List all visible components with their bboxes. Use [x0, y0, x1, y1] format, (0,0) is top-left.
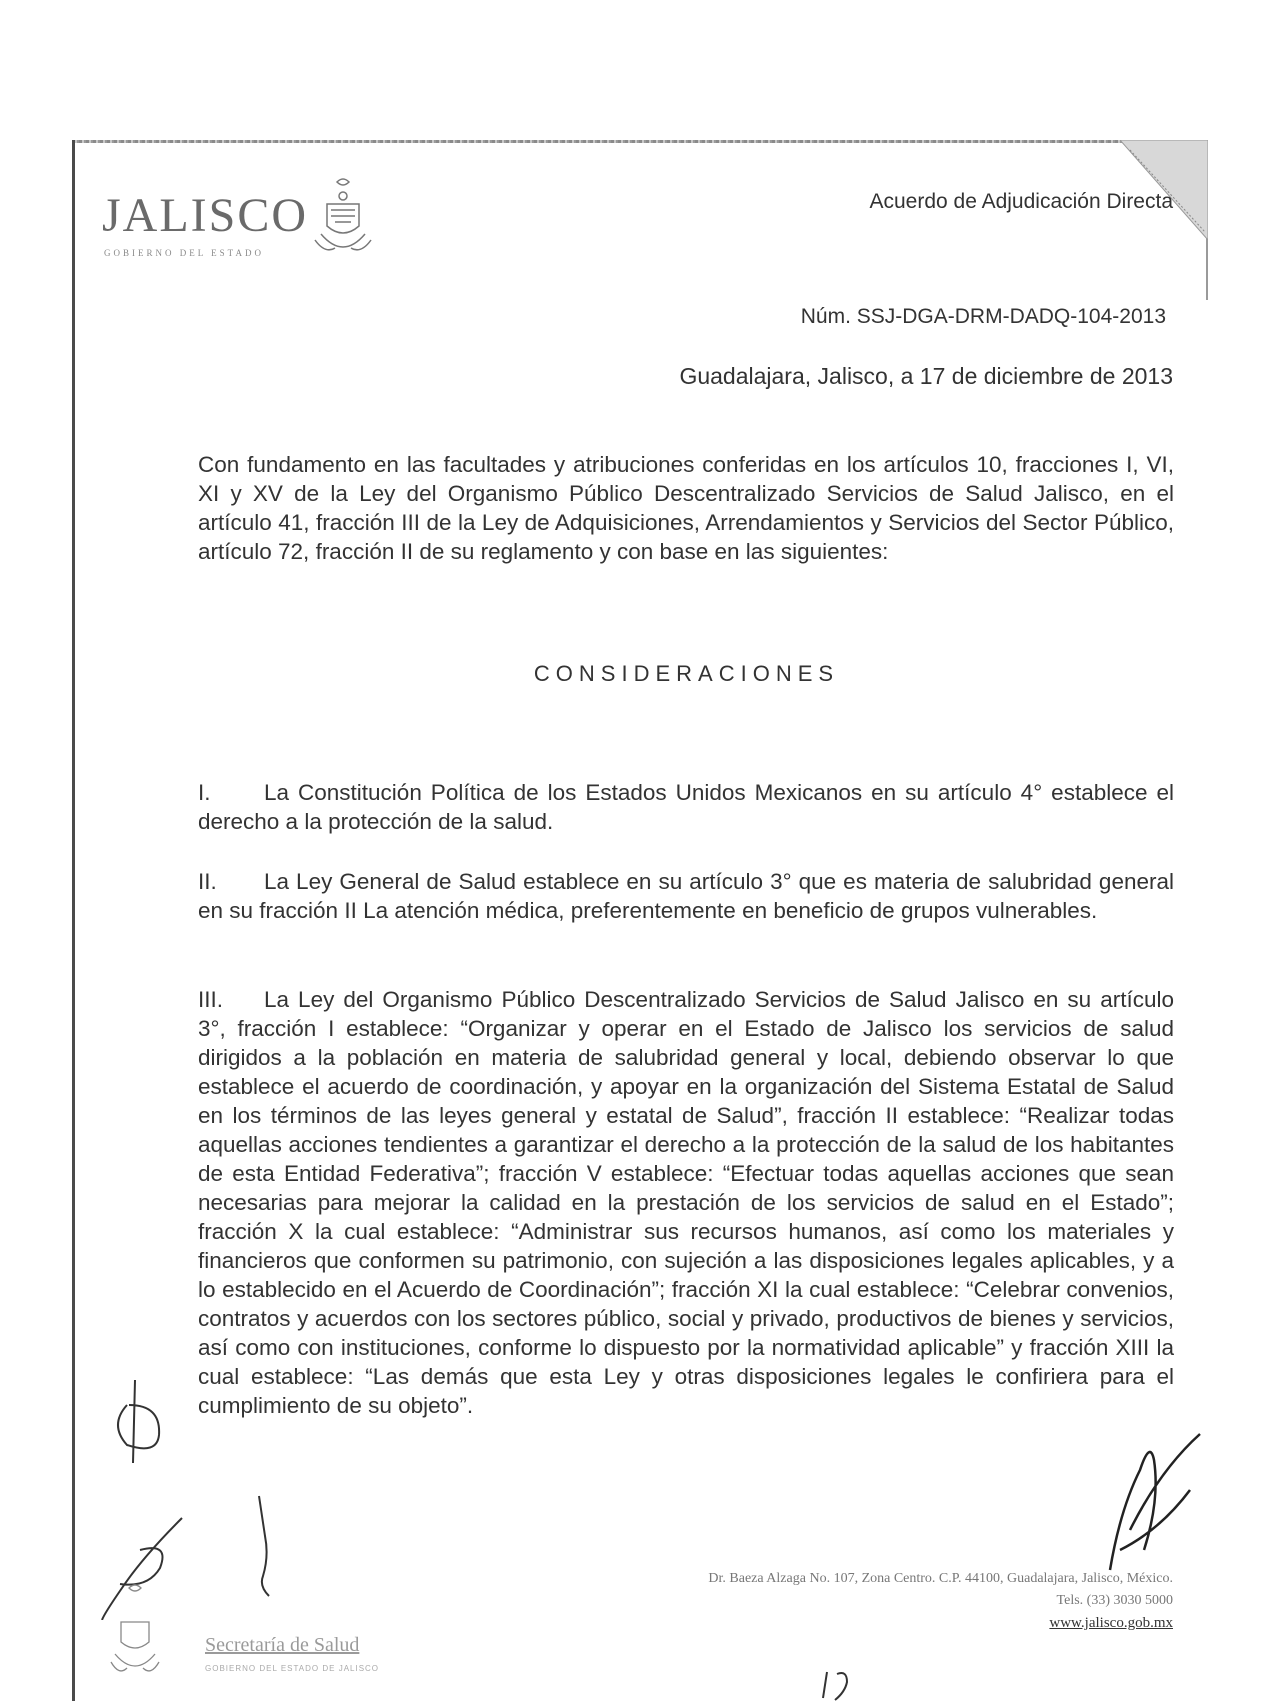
item-number: III. — [198, 987, 224, 1012]
footer-address: Dr. Baeza Alzaga No. 107, Zona Centro. C.P. 44100, Guadalajara, Jalisco, México. — [708, 1571, 1173, 1586]
consideration-item — [198, 778, 1174, 836]
intro-paragraph: Con fundamento en las facultades y atribuciones conferidas en los artículos 10, fracciones I, VI, XI y XV de la Ley del Organismo Público Descentralizado Servicios de Salud Jalisco, en el artículo 41, fracción III de la Ley de Adquisiciones, Arrendamientos y Servicios del Sector Público, artículo 72, fracción II de su reglamento y con base en las siguientes: — [198, 452, 1174, 564]
document-type: Acuerdo de Adjudicación Directa — [869, 190, 1173, 213]
footer-agency-subtitle: GOBIERNO DEL ESTADO DE JALISCO — [205, 1664, 380, 1673]
item-text: La Constitución Política de los Estados Unidos Mexicanos en su artículo 4° establece el derecho a la protección de la salud. — [198, 780, 1174, 834]
logo-wordmark: JALISCO — [102, 189, 309, 242]
footer-crest-icon — [105, 1582, 165, 1692]
jalisco-logo — [102, 176, 402, 272]
item-text: La Ley del Organismo Público Descentralizado Servicios de Salud Jalisco en su artículo 3°, fracción I establece: “Organizar y operar en el Estado de Jalisco los servicios de salud dirigidos a la población en materia de salubridad general y local, debiendo observar lo que establece el acuerdo de coordinación, y apoyar en la organización del Sistema Estatal de Salud en los términos de las leyes general y estatal de Salud”, fracción II establece: “Realizar todas aquellas acciones tendientes a garantizar el derecho a la protección de la salud de los habitantes de esta Entidad Federativa”; fracción V establece: “Efectuar todas aquellas acciones que sean necesarias para mejorar la calidad en la prestación de los servicios de salud en el Estado”; fracción X la cual establece: “Administrar sus recursos humanos, así como los materiales y financieros que conformen su patrimonio, con sujeción a las disposiciones legales aplicables, y a lo establecido en el Acuerdo de Coordinación”; fracción XI la cual establece: “Celebrar convenios, contratos y acuerdos con los sectores público, social y privado, productivos de bienes y servicios, así como con instituciones, conforme lo dispuesto por la normatividad aplicable” y fracción XIII la cual establece: “Las demás que esta Ley y otras disposiciones legales le confiriera para el cumplimiento de su objeto”. — [198, 987, 1174, 1418]
main-signature — [1090, 1430, 1210, 1580]
document-number: Núm. SSJ-DGA-DRM-DADQ-104-2013 — [800, 305, 1166, 328]
footer-website-link[interactable]: www.jalisco.gob.mx — [1049, 1615, 1173, 1631]
page-frame-top — [72, 140, 1202, 143]
logo-subtitle: GOBIERNO DEL ESTADO — [104, 248, 264, 258]
handwritten-page-mark — [815, 1668, 865, 1701]
document-date: Guadalajara, Jalisco, a 17 de diciembre de 2013 — [679, 363, 1173, 389]
item-text: La Ley General de Salud establece en su artículo 3° que es materia de salubridad general en su fracción II La atención médica, preferentemente en beneficio de grupos vulnerables. — [198, 869, 1174, 923]
item-number: II. — [198, 869, 217, 894]
section-heading: CONSIDERACIONES — [533, 661, 840, 686]
footer-agency-name: Secretaría de Salud — [205, 1634, 360, 1656]
page-frame-left — [72, 140, 75, 1701]
footer-address-block — [708, 1568, 1173, 1634]
consideration-item — [198, 867, 1174, 925]
item-number: I. — [198, 780, 211, 805]
margin-initials-signature — [105, 1375, 165, 1470]
secretaria-salud-logo — [105, 1582, 405, 1692]
coat-of-arms-icon — [307, 176, 379, 266]
footer-phone: Tels. (33) 3030 5000 — [1056, 1593, 1173, 1608]
consideration-item — [198, 985, 1174, 1420]
